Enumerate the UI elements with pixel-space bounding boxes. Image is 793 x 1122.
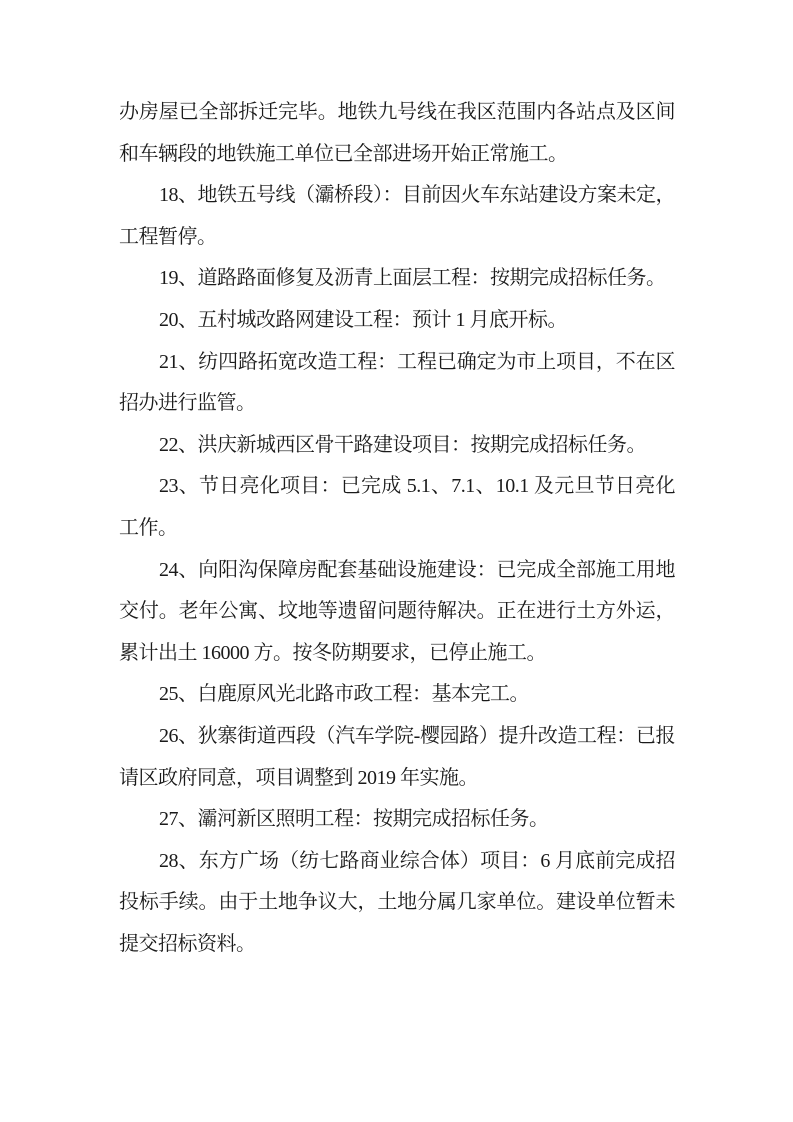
paragraph-item-18: 18、地铁五号线（灞桥段）：目前因火车东站建设方案未定，工程暂停。 <box>119 184 675 248</box>
paragraph-item-28: 28、东方广场（纺七路商业综合体）项目：6 月底前完成招投标手续。由于土地争议大，土地分属几家单位。建设单位暂未提交招标资料。 <box>119 849 675 955</box>
paragraph-continuation: 办房屋已全部拆迁完毕。地铁九号线在我区范围内各站点及区间和车辆段的地铁施工单位已全部进场开始正常施工。 <box>119 101 675 165</box>
paragraph-item-22: 22、洪庆新城西区骨干路建设项目：按期完成招标任务。 <box>159 433 646 456</box>
document-text-block <box>119 92 675 965</box>
paragraph-item-24: 24、向阳沟保障房配套基础设施建设：已完成全部施工用地交付。老年公寓、坟地等遗留问题待解决。正在进行土方外运，累计出土 16000 方。按冬防期要求，已停止施工。 <box>119 558 675 664</box>
paragraph-item-25: 25、白鹿原风光北路市政工程：基本完工。 <box>159 683 529 706</box>
paragraph-item-19: 19、道路路面修复及沥青上面层工程：按期完成招标任务。 <box>159 267 666 290</box>
paragraph-item-23: 23、节日亮化项目：已完成 5.1、7.1、10.1 及元旦节日亮化工作。 <box>119 475 675 539</box>
paragraph-item-27: 27、灞河新区照明工程：按期完成招标任务。 <box>159 808 549 831</box>
paragraph-item-20: 20、五村城改路网建设工程：预计 1 月底开标。 <box>159 308 567 331</box>
paragraph-item-26: 26、狄寨街道西段（汽车学院-樱园路）提升改造工程：已报请区政府同意，项目调整到 2019 年实施。 <box>119 724 675 789</box>
paragraph-item-21: 21、纺四路拓宽改造工程：工程已确定为市上项目，不在区招办进行监管。 <box>119 350 675 415</box>
